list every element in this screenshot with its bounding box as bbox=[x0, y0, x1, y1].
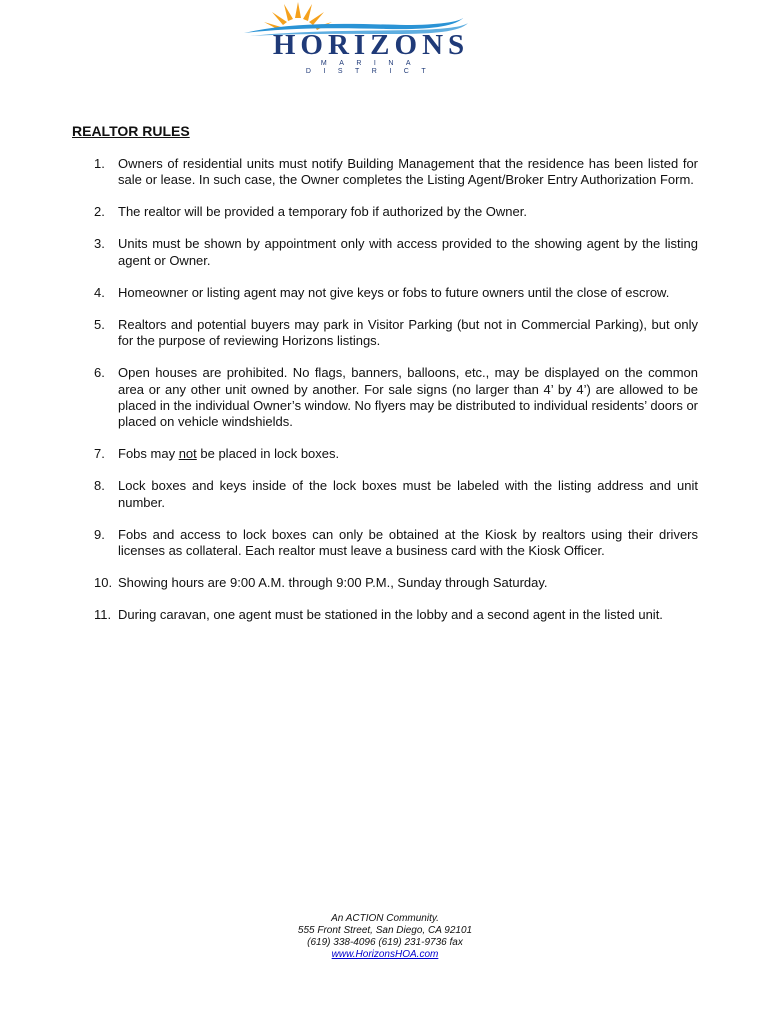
rule-item bbox=[72, 156, 698, 189]
rule-item bbox=[72, 285, 698, 301]
rule-item bbox=[72, 527, 698, 560]
rules-list bbox=[72, 156, 698, 639]
rule-text: Owners of residential units must notify Building Management that the residence has been listed for sale or lease. In such case, the Owner completes the Listing Agent/Broker Entry Authorization Form. bbox=[118, 156, 698, 188]
rule-number: 4. bbox=[94, 284, 105, 300]
rule-text: Homeowner or listing agent may not give keys or fobs to future owners until the close of escrow. bbox=[118, 284, 670, 300]
footer-address: 555 Front Street, San Diego, CA 92101 bbox=[297, 925, 473, 936]
footer-phone: (619) 338-4096 (619) 231-9736 fax bbox=[307, 937, 463, 948]
rule-text: Units must be shown by appointment only with access provided to the showing agent by the listing agent or Owner. bbox=[118, 236, 698, 268]
page-title: REALTOR RULES bbox=[72, 123, 190, 139]
rule-number: 9. bbox=[94, 526, 105, 542]
logo-wordmark: HORIZONS bbox=[272, 29, 470, 61]
rule-number: 10. bbox=[94, 575, 113, 591]
website-link[interactable]: www.HorizonsHOA.com bbox=[331, 949, 439, 960]
rule-item bbox=[72, 478, 698, 511]
rule-text-part: Fobs may bbox=[118, 446, 179, 462]
footer-tagline: An ACTION Community. bbox=[331, 913, 439, 924]
rule-number: 8. bbox=[94, 478, 105, 494]
rule-text: Realtors and potential buyers may park in Visitor Parking (but not in Commercial Parking), but only for the purpose of reviewing Horizons listings. bbox=[118, 316, 698, 349]
rule-item bbox=[72, 236, 698, 269]
rule-text: The realtor will be provided a temporary fob if authorized by the Owner. bbox=[118, 204, 527, 220]
rule-text-part: be placed in lock boxes. bbox=[196, 446, 340, 462]
rule-number: 6. bbox=[94, 365, 105, 381]
logo-subtitle: MARINA DISTRICT bbox=[305, 60, 439, 75]
rule-text: Fobs and access to lock boxes can only be obtained at the Kiosk by realtors using their drivers licenses as collateral. Each realtor must leave a business card with the Kiosk Officer. bbox=[118, 526, 698, 559]
footer bbox=[0, 913, 770, 961]
rule-emphasis-not: not bbox=[178, 446, 197, 462]
rule-item bbox=[72, 446, 698, 462]
rule-item bbox=[72, 607, 698, 623]
rule-number: 7. bbox=[94, 446, 105, 462]
rule-number: 5. bbox=[94, 316, 105, 332]
rule-item bbox=[72, 317, 698, 350]
rule-text: Open houses are prohibited. No flags, banners, balloons, etc., may be displayed on the common area or any other unit owned by another. For sale signs (no larger than 4’ by 4’) are allowed to be placed in the individual Owner’s window. No flyers may be distributed to individual residents’ doors or placed on vehicle windshields. bbox=[118, 365, 699, 430]
rule-number: 11. bbox=[94, 607, 112, 623]
rule-item bbox=[72, 365, 698, 431]
rule-text: Showing hours are 9:00 A.M. through 9:00 P.M., Sunday through Saturday. bbox=[118, 575, 548, 591]
rule-item bbox=[72, 575, 698, 591]
rule-text: During caravan, one agent must be stationed in the lobby and a second agent in the listed unit. bbox=[118, 607, 663, 623]
rule-number: 1. bbox=[94, 156, 105, 171]
rule-number: 3. bbox=[94, 236, 105, 252]
horizons-logo bbox=[236, 0, 498, 75]
rule-number: 2. bbox=[94, 204, 105, 220]
rule-item bbox=[72, 204, 698, 220]
rule-text bbox=[118, 446, 339, 461]
rule-text: Lock boxes and keys inside of the lock boxes must be labeled with the listing address and unit number. bbox=[118, 478, 698, 510]
